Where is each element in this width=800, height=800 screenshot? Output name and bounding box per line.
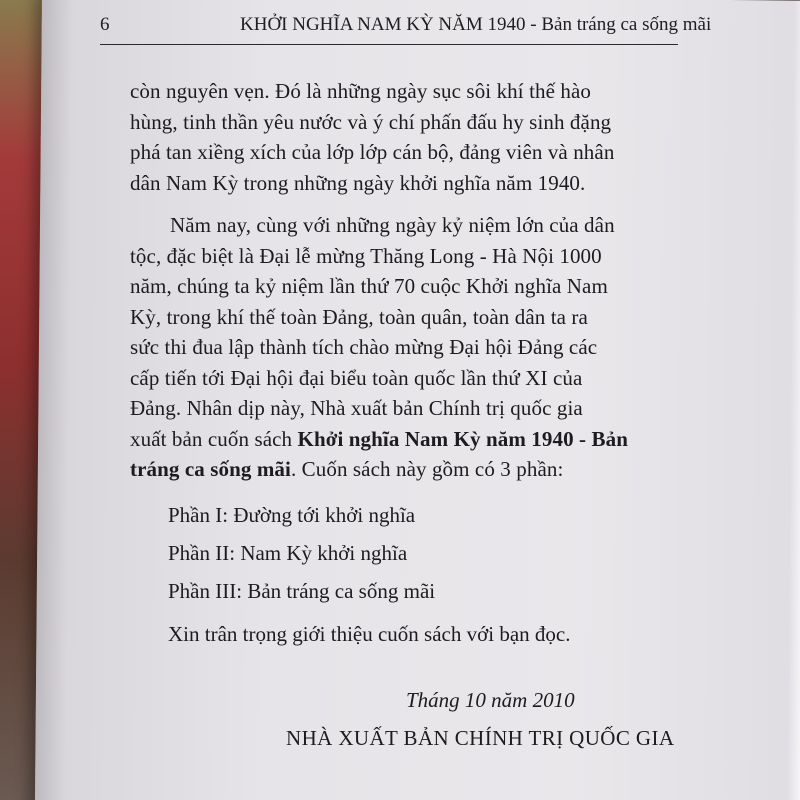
running-title: KHỞI NGHĨA NAM KỲ NĂM 1940 - Bản tráng ca sống mãi xyxy=(240,14,712,35)
header-rule xyxy=(100,44,678,45)
date-line: Tháng 10 năm 2010 xyxy=(406,688,575,712)
closing-intro: Xin trân trọng giới thiệu cuốn sách với bạn đọc. xyxy=(168,622,571,646)
paragraph-1-line: còn nguyên vẹn. Đó là những ngày sục sôi khí thế hào xyxy=(130,79,591,103)
part-item: Phần III: Bản tráng ca sống mãi xyxy=(168,579,436,603)
paragraph-2-line: cấp tiến tới Đại hội đại biểu toàn quốc lần thứ XI của xyxy=(130,365,583,390)
line-prefix-text: xuất bản cuốn sách xyxy=(130,426,298,451)
paragraph-1-line: phá tan xiềng xích của lớp lớp cán bộ, đảng viên và nhân xyxy=(130,140,615,164)
book-title-bold-continued: tráng ca sống mãi xyxy=(130,457,291,481)
publisher-name: NHÀ XUẤT BẢN CHÍNH TRỊ QUỐC GIA xyxy=(286,726,675,750)
body-text xyxy=(130,76,690,485)
parts-list xyxy=(168,500,435,614)
paragraph-2-line: Năm nay, cùng với những ngày kỷ niệm lớn của dân xyxy=(170,213,615,237)
paragraph-2-line: sức thi đua lập thành tích chào mừng Đại hội Đảng các xyxy=(130,335,598,359)
paragraph-2-line: tộc, đặc biệt là Đại lễ mừng Thăng Long - Hà Nội 1000 xyxy=(130,243,602,268)
paragraph-2-line: Đảng. Nhân dịp này, Nhà xuất bản Chính trị quốc gia xyxy=(130,396,583,420)
paragraph-2-line xyxy=(130,454,690,485)
line-suffix-text: . Cuốn sách này gồm có 3 phần: xyxy=(290,457,564,481)
paragraph-2-line: năm, chúng ta kỷ niệm lần thứ 70 cuộc Khởi nghĩa Nam xyxy=(130,274,608,298)
book-title-bold: Khởi nghĩa Nam Kỳ năm 1940 - Bản xyxy=(297,426,628,451)
paragraph-1-line: hùng, tinh thần yêu nước và ý chí phấn đấu hy sinh đặng xyxy=(130,109,612,134)
part-item: Phần II: Nam Kỳ khởi nghĩa xyxy=(168,541,408,565)
paragraph-1-line: dân Nam Kỳ trong những ngày khởi nghĩa năm 1940. xyxy=(130,170,586,195)
part-item: Phần I: Đường tới khởi nghĩa xyxy=(168,503,416,527)
paragraph-2-line: Kỳ, trong khí thế toàn Đảng, toàn quân, toàn dân ta ra xyxy=(130,304,588,329)
paragraph-2-line xyxy=(130,424,690,455)
page-edge-highlight xyxy=(787,1,800,800)
page-number: 6 xyxy=(100,14,110,35)
page-header xyxy=(100,14,712,44)
